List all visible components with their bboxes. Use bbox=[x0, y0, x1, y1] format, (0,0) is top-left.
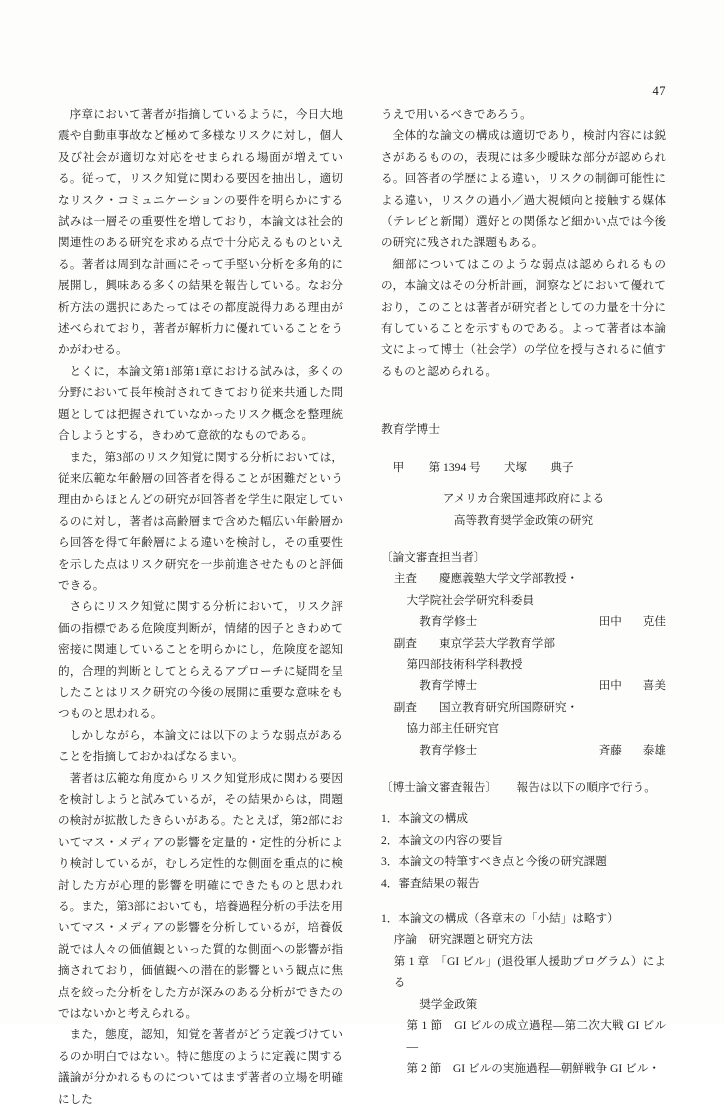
examiner-affiliation-line1: 慶應義塾大学文学部教授・ bbox=[439, 572, 579, 586]
candidate-prefix: 甲 bbox=[392, 460, 405, 474]
paragraph: 著者は広範な角度からリスク知覚形成に関わる要因を検討しようと試みているが，その結果からは，問題の検討が拡散したきらいがある。たとえば，第2部においてマス・メディアの影響を定量的・定性的分析により検討しているが，むしろ定性的な側面を重点的に検討した方が心理的影響を明確にできたものと思われる。また，第3部においても，培養過程分析の手法を用いてマス・メディアの影響を分析しているが，培養仮説では人々の価値観といった質的な側面への影響が指摘されており，価値観への潜在的影響という観点に焦点を絞った分析をした方が深みのある分析ができたのではないかと考えられる。 bbox=[58, 771, 343, 1021]
examiner-entry bbox=[381, 633, 666, 697]
left-column bbox=[58, 104, 343, 1110]
right-column bbox=[381, 104, 666, 1110]
examiner-degree: 教育学修士 bbox=[419, 743, 478, 757]
examiner-role-and-affiliation bbox=[381, 697, 666, 718]
examiner-surname: 田中 bbox=[598, 679, 622, 693]
paragraph: とくに，本論文第1部第1章における試みは，多くの分野において長年検討されてきており従来共通した問題としては把握されていなかったリスク概念を整理統合しようとする，きわめて意欲的なものである。 bbox=[58, 364, 343, 443]
examiner-surname: 田中 bbox=[598, 615, 622, 629]
page-number: 47 bbox=[652, 84, 666, 98]
examiner-entry bbox=[381, 568, 666, 632]
examiner-degree-name-row bbox=[381, 611, 666, 632]
toc-line: 序論 研究課題と研究方法 bbox=[393, 933, 533, 947]
examiner-surname: 斉藤 bbox=[598, 743, 622, 757]
examiner-givenname: 喜美 bbox=[642, 679, 666, 693]
degree-title: 教育学博士 bbox=[381, 422, 440, 437]
paragraph: しかしながら，本論文には以下のような弱点があることを指摘しておかねばなるまい。 bbox=[58, 728, 343, 764]
review-heading: 〔博士論文審査報告〕 bbox=[381, 780, 497, 794]
examiner-affiliation-line1: 国立教育研究所国際研究・ bbox=[439, 700, 579, 714]
review-heading-note: 報告は以下の順序で行う。 bbox=[516, 780, 656, 794]
paragraph: さらにリスク知覚に関する分析において，リスク評価の指標である危険度判断が，情緒的因子ときわめて密接に関連していることを明らかにし，危険度を認知的，合理的判断としてとらえるアプローチに疑問を呈したことはリスク研究の今後の展開に重要な意味をもつものと思われる。 bbox=[58, 600, 343, 721]
examiner-affiliation-line2: 第四部技術科学科教授 bbox=[406, 657, 523, 671]
toc-line: 第 1 章 「GI ビル」(退役軍人援助プログラム）による bbox=[393, 954, 666, 990]
toc-line: 奨学金政策 bbox=[419, 997, 478, 1011]
two-column-body bbox=[0, 104, 724, 1110]
toc-line: 第 2 節 GI ビルの実施過程—朝鮮戦争 GI ビル・ bbox=[406, 1061, 660, 1075]
paragraph: 細部についてはこのような弱点は認められるものの，本論文はその分析計画，洞察などにおいて優れており，このことは著者が研究者としての力量を十分に有していることを示すものである。よって著者は本論文によって博士（社会学）の学位を授与されるに値するものと認められる。 bbox=[381, 257, 666, 378]
review-item: 2．本論文の内容の要旨 bbox=[381, 833, 503, 847]
paragraph: 序章において著者が指摘しているように，今日大地震や自動車事故など極めて多様なリスクに対し，個人及び社会が適切な対応をせまられる場面が増えている。従って，リスク知覚に関わる要因を抽出し，適切なリスク・コミュニケーションの要件を明らかにする試みは一層その重要性を増しており，本論文は社会的関連性のある研究を求める点で十分応えるものといえる。著者は周到な計画にそって手堅い分析を多角的に展開し，興味ある多くの結果を報告している。なお分析方法の選択にあたってはその都度説得力ある理由が述べられており，著者が解析力に優れていることをうかがわせる。 bbox=[58, 108, 343, 357]
examiners-heading: 〔論文審査担当者〕 bbox=[381, 550, 486, 564]
examiner-givenname: 泰雄 bbox=[642, 743, 666, 757]
examiner-degree: 教育学修士 bbox=[419, 615, 478, 629]
candidate-number: 第 1394 号 bbox=[428, 460, 481, 474]
examiner-affiliation-line1: 東京学芸大学教育学部 bbox=[439, 636, 555, 650]
candidate-surname: 犬塚 bbox=[503, 460, 528, 474]
examiner-affiliation-line2: 協力部主任研究官 bbox=[406, 722, 500, 736]
review-item: 1．本論文の構成 bbox=[381, 812, 468, 826]
candidate-givenname: 典子 bbox=[550, 460, 574, 474]
thesis-title-line1: アメリカ合衆国連邦政府による bbox=[442, 492, 605, 506]
examiner-entry bbox=[381, 697, 666, 761]
review-heading-row bbox=[381, 777, 666, 798]
examiner-role: 副査 bbox=[393, 636, 417, 650]
examiner-degree: 教育学博士 bbox=[419, 679, 478, 693]
examiner-role-and-affiliation bbox=[381, 568, 666, 589]
examiner-role: 主査 bbox=[393, 572, 417, 586]
examiner-affiliation-line2: 大学院社会学研究科委員 bbox=[406, 593, 535, 607]
review-item: 4．審査結果の報告 bbox=[381, 876, 480, 890]
toc-line: 第 1 節 GI ビルの成立過程—第二次大戦 GI ビル— bbox=[406, 1019, 666, 1054]
examiner-name bbox=[599, 740, 666, 761]
paragraph: また，第3部のリスク知覚に関する分析においては，従来広範な年齢層の回答者を得ることが困難だという理由からほとんどの研究が回答者を学生に限定しているのに対し，著者は高齢層まで含めた幅広い年齢層から回答を得て年齢層による違いを検討し，その重要性を示した点はリスク研究を一歩前進させたものと評価できる。 bbox=[58, 450, 343, 592]
examiner-givenname: 克佳 bbox=[642, 615, 666, 629]
review-item: 3．本論文の特筆すべき点と今後の研究課題 bbox=[381, 855, 607, 869]
paragraph-continuation: うえで用いるべきであろう。 bbox=[381, 108, 532, 121]
examiner-role: 副査 bbox=[393, 700, 417, 714]
candidate-row bbox=[381, 457, 666, 478]
thesis-title-line2: 高等教育奨学金政策の研究 bbox=[453, 513, 594, 527]
examiner-name bbox=[599, 675, 666, 696]
paragraph: また，態度，認知，知覚を著者がどう定義づけているのか明白ではない。特に態度のように定義に関する議論が分かれるものについてはまず著者の立場を明確にした bbox=[58, 1028, 343, 1106]
examiner-degree-name-row bbox=[381, 740, 666, 761]
examiner-name bbox=[599, 611, 666, 632]
paragraph: 全体的な論文の構成は適切であり，検討内容には鋭さがあるものの，表現には多少曖昧な部分が認められる。回答者の学歴による違い，リスクの制御可能性による違い，リスクの過小／過大視傾向と接触する媒体（テレビと新聞）選好との関係など細かい点では今後の研究に残された課題もある。 bbox=[381, 129, 666, 250]
examiner-degree-name-row bbox=[381, 675, 666, 696]
section-1-heading: 1．本論文の構成（各章末の「小結」は略す） bbox=[381, 912, 619, 925]
examiner-role-and-affiliation bbox=[381, 633, 666, 654]
